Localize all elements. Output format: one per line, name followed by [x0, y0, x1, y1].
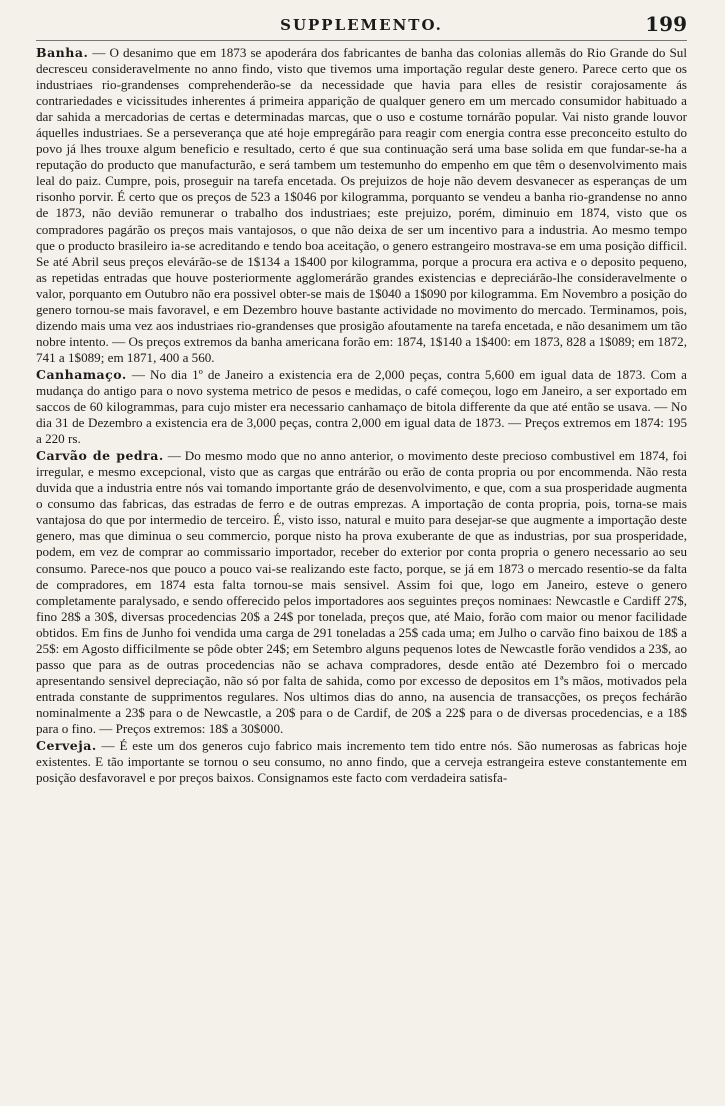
entry-title: Canhamaço.	[36, 366, 127, 382]
entry-title: Banha.	[36, 45, 89, 60]
entry-text: — O desanimo que em 1873 se apoderára dos fabricantes de banha das colonias allemãs do Rio Grande do Sul decresceu consideravelmente no anno findo, visto que tivemos uma importação regular deste genero. Parece certo que os industriaes rio-grandenses comprehenderão-se da necessidade que havia para elles de resistir corajosamente ás contrariedades e vicissitudes inherentes á primeira apparição de qualquer genero em um mercado consumidor habituado a dar sahida a mercadorias de certas e determinadas marcas, que o uso e costume tornárão popular. Vai nisto grande louvor áquelles industriaes. Se a perseverança que até hoje empregárão para reagir com energia contra esse preconceito estulto do povo já lhes trouxe algum beneficio e resultado, certo é que sua continuação será uma base solida em que fundar-se-ha a reputação do producto que manufacturão, e será tambem um testemunho do empenho em que têm o desenvolvimento mais leal do paiz. Cumpre, pois, proseguir na tarefa encetada. Os prejuizos de hoje não devem desvanecer as esperanças de um risonho porvir. É certo que os preços de 523 a 1$046 por kilogramma, porquanto se vendeu a banha rio-grandense no anno de 1873, não devião remunerar o trabalho dos industriaes; este prejuizo, porém, diminuio em 1874, visto que os compradores pagárão os preços mais vantajosos, o que não deixa de ser um incentivo para a industria. Ao mesmo tempo que o producto brasileiro ia-se acreditando e tendo boa aceitação, o genero estrangeiro mostrava-se em uma posição difficil. Se até Abril seus preços elevárão-se de 1$134 a 1$400 por kilogramma, porque a procura era activa e o deposito pequeno, as repetidas entradas que houve posteriormente agglomerárão grandes existencias e depreciárão-lhe consideravelmente o valor, porquanto em Outubro não era possivel obter-se mais de 1$040 a 1$090 por kilogramma. Em Novembro a posição do genero tornou-se mais favoravel, e em Dezembro houve bastante actividade no movimento do mercado. Terminamos, pois, dizendo mais uma vez aos industriaes rio-grandenses que prosigão afoutamente na tarefa encetada, e não desanimem um tão nobre intento. — Os preços extremos da banha americana forão em: 1874, 1$140 a 1$400: em 1873, 828 a 1$089; em 1872, 741 a 1$089; em 1871, 400 a 560.	[36, 45, 687, 365]
entry-text: — Do mesmo modo que no anno anterior, o movimento deste precioso combustivel em 1874, foi irregular, e mesmo excepcional, visto que as cargas que entrárão ou erão de conta propria ou por encommenda. Não resta duvida que a industria entre nós vai tomando importante gráo de desenvolvimento, e que, com a sua prosperidade augmenta o consumo das fabricas, das estradas de ferro e de outras emprezas. A importação de conta propria, pois, torna-se mais vantajosa do que por intermedio de terceiro. É, visto isso, natural e muito para desejar-se que augmente a importação deste genero, mas que diminua o seu commercio, porque nisto ha prova exuberante de que as industrias, por sua prosperidade, podem, em vez de comprar ao commissario importador, receber do exterior por conta propria o genero necessario ao seu consumo. Parece-nos que pouco a pouco vai-se realizando este facto, porque, se já em 1873 o mercado resentio-se da falta de compradores, em 1874 esta falta tornou-se mais sensivel. Assim foi que, logo em Janeiro, esteve o genero completamente paralysado, e sendo offerecido pelos importadores aos seguintes preços nominaes: Newcastle e Cardiff 27$, fino 28$ a 30$, diversas procedencias 20$ a 24$ por tonelada, preços que, até Maio, forão com maior ou menor facilidade obtidos. Em fins de Junho foi vendida uma carga de 291 toneladas a 25$ cada uma; em Julho o carvão fino baixou de 18$ a 25$: em Agosto difficilmente se pôde obter 24$; em Setembro alguns pequenos lotes de Newcastle forão vendidos a 23$, ao passo que para as de outras procedencias não se achava compradores, desde então até Dezembro foi o mercado apresentando sensivel depreciação, não só por falta de sahida, como por excesso de depositos em 1ªs mãos, motivados pela entrada constante de supprimentos regulares. Nos ultimos dias do anno, na ausencia de transacções, os preços fechárão nominalmente a 23$ para o de Newcastle, a 20$ para o de Cardif, de 20$ a 22$ para o de diversas procedencias, e a 18$ para o fino. — Preços extremos: 18$ a 30$000.	[36, 448, 688, 736]
page-number: 199	[645, 12, 687, 36]
entry-title: Cerveja.	[36, 738, 97, 754]
entry-canhamaco	[36, 367, 687, 447]
entry-title: Carvão de pedra.	[36, 448, 164, 464]
running-title: SUPPLEMENTO.	[280, 16, 443, 34]
article-body	[36, 45, 687, 786]
entry-carvao-de-pedra	[36, 448, 687, 737]
page-header	[36, 14, 687, 41]
entry-cerveja	[36, 738, 687, 786]
entry-banha	[36, 45, 687, 366]
entry-text: — No dia 1º de Janeiro a existencia era de 2,000 peças, contra 5,600 em igual data de 1873. Com a mudança do antigo para o novo systema metrico de pesos e medidas, o café começou, logo em Janeiro, a ser exportado em saccos de 60 kilogrammas, para cujo mister era necessario canhamaço de bitola differente da que até então se usava. — No dia 31 de Dezembro a existencia era de 3,000 peças, contra 2,000 em igual data de 1873. — Preços extremos em 1874: 195 a 220 rs.	[36, 366, 687, 447]
entry-text: — É este um dos generos cujo fabrico mais incremento tem tido entre nós. São numerosas as fabricas hoje existentes. E tão importante se tornou o seu consumo, no anno findo, que a cerveja estrangeira esteve constantemente em posição desfavoravel e por preços baixos. Consignamos este facto com verdadeira satisfa-	[36, 738, 687, 786]
